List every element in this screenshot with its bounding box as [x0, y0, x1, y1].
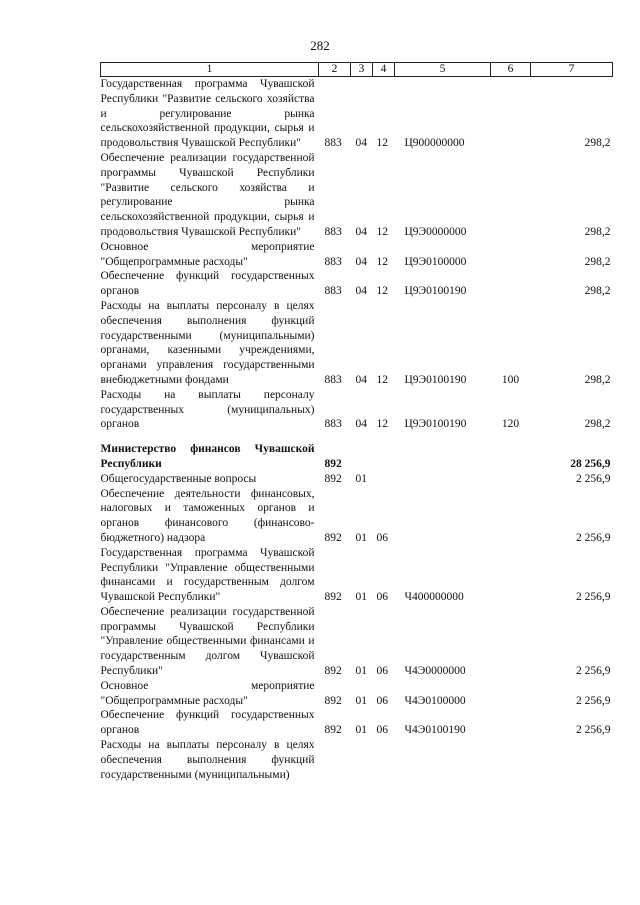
row-target-article: Ц900000000 [404, 137, 465, 150]
row-admin-code: 892 [324, 591, 342, 604]
header-col-6: 6 [491, 63, 531, 77]
row-subsection: 06 [376, 724, 388, 737]
row-expense-type: 120 [501, 418, 520, 431]
table-row [101, 240, 613, 270]
table-row [101, 472, 613, 487]
row-section: 01 [355, 531, 367, 544]
row-expense-type [491, 738, 531, 782]
budget-table [100, 62, 613, 782]
row-amount: 28 256,9 [570, 457, 611, 470]
row-subsection [373, 738, 395, 782]
row-name: Обеспечение деятельности финансовых, налоговых и таможенных органов и органов финансового (финансово-бюджетного) надзора [100, 487, 315, 544]
row-amount: 2 256,9 [576, 694, 611, 707]
row-expense-type [491, 605, 531, 679]
table-row [101, 299, 613, 388]
row-expense-type [491, 546, 531, 605]
header-col-7: 7 [531, 63, 613, 77]
row-subsection: 12 [376, 373, 388, 386]
row-subsection [373, 472, 395, 487]
row-subsection: 12 [376, 225, 388, 238]
row-expense-type [491, 77, 531, 151]
row-amount: 2 256,9 [576, 472, 611, 485]
page-number: 282 [310, 38, 330, 53]
table-row [101, 388, 613, 432]
row-admin-code: 892 [324, 665, 342, 678]
row-subsection: 06 [376, 531, 388, 544]
row-expense-type [491, 442, 531, 472]
row-target-article [395, 738, 491, 782]
row-section: 01 [355, 694, 367, 707]
row-name: Государственная программа Чувашской Республики "Развитие сельского хозяйства и регулирование рынка сельскохозяйственной продукции, сырья и продовольствия Чувашской Республики" [100, 78, 315, 150]
row-subsection: 12 [376, 137, 388, 150]
row-expense-type [491, 151, 531, 240]
row-subsection: 12 [376, 255, 388, 268]
row-expense-type [491, 472, 531, 487]
row-expense-type: 100 [501, 373, 520, 386]
row-target-article: Ч4Э0100190 [404, 724, 466, 737]
row-subsection [373, 442, 395, 472]
row-name: Общегосударственные вопросы [100, 472, 257, 485]
row-expense-type [491, 487, 531, 546]
table-header-row [101, 63, 613, 77]
table-row [101, 269, 613, 299]
table-row [101, 77, 613, 151]
row-section: 01 [355, 665, 367, 678]
row-name: Министерство финансов Чувашской Республики [100, 443, 315, 470]
row-target-article [395, 442, 491, 472]
row-name: Обеспечение реализации государственной программы Чувашской Республики "Развитие сельского хозяйства и регулирование рынка сельскохозяйственной продукции, сырья и продовольствия Чувашской Республики" [100, 151, 315, 238]
header-col-3: 3 [351, 63, 373, 77]
row-amount: 2 256,9 [576, 531, 611, 544]
row-target-article: Ц9Э0100190 [404, 418, 467, 431]
header-col-4: 4 [373, 63, 395, 77]
row-expense-type [491, 708, 531, 738]
row-expense-type [491, 269, 531, 299]
header-col-1: 1 [101, 63, 319, 77]
row-expense-type [491, 240, 531, 270]
row-name: Основное мероприятие "Общепрограммные расходы" [100, 240, 315, 268]
row-section: 04 [355, 255, 367, 268]
row-admin-code: 892 [324, 472, 342, 485]
row-name: Основное мероприятие "Общепрограммные расходы" [100, 679, 315, 707]
row-section [351, 442, 373, 472]
row-section: 04 [355, 285, 367, 298]
row-admin-code: 892 [324, 724, 342, 737]
row-section: 04 [355, 418, 367, 431]
row-admin-code: 883 [324, 285, 342, 298]
row-amount: 2 256,9 [576, 724, 611, 737]
row-amount: 298,2 [584, 418, 611, 431]
row-admin-code: 892 [324, 531, 342, 544]
row-admin-code [319, 738, 351, 782]
row-section [351, 738, 373, 782]
row-name: Обеспечение функций государственных органов [100, 270, 315, 298]
row-name: Расходы на выплаты персоналу в целях обеспечения выполнения функций государственными (муниципальными) органами, казенными учреждениями, органами управления государственными внебюджетными фондами [100, 299, 315, 386]
row-amount: 298,2 [584, 225, 611, 238]
row-amount: 2 256,9 [576, 665, 611, 678]
row-target-article: Ч4Э0000000 [404, 665, 466, 678]
table-row [101, 151, 613, 240]
row-section: 04 [355, 373, 367, 386]
table-row [101, 738, 613, 782]
header-col-2: 2 [319, 63, 351, 77]
row-admin-code: 883 [324, 373, 342, 386]
row-section: 04 [355, 137, 367, 150]
row-target-article: Ч400000000 [404, 591, 464, 604]
row-subsection: 06 [376, 665, 388, 678]
table-row [101, 487, 613, 546]
row-name: Расходы на выплаты персоналу государственных (муниципальных) органов [100, 388, 315, 431]
row-target-article: Ц9Э0100190 [404, 373, 467, 386]
row-amount: 298,2 [584, 373, 611, 386]
table-row [101, 605, 613, 679]
row-target-article: Ц9Э0000000 [404, 225, 467, 238]
row-admin-code: 883 [324, 418, 342, 431]
row-subsection: 06 [376, 591, 388, 604]
row-section: 01 [355, 724, 367, 737]
row-admin-code: 892 [324, 457, 342, 470]
row-expense-type [491, 679, 531, 709]
row-subsection: 06 [376, 694, 388, 707]
row-amount: 298,2 [584, 255, 611, 268]
row-amount: 298,2 [584, 285, 611, 298]
row-name: Обеспечение реализации государственной программы Чувашской Республики "Управление общественными финансами и государственным долгом Чувашской Республики" [100, 605, 315, 678]
row-admin-code: 883 [324, 137, 342, 150]
row-name: Государственная программа Чувашской Республики "Управление общественными финансами и государственным долгом Чувашской Республики" [100, 546, 315, 604]
row-section: 04 [355, 225, 367, 238]
row-subsection: 12 [376, 418, 388, 431]
row-name: Расходы на выплаты персоналу в целях обеспечения выполнения функций государственными (муниципальными) [100, 739, 315, 781]
table-spacer-row [101, 432, 613, 442]
header-col-5: 5 [395, 63, 491, 77]
row-target-article [395, 472, 491, 487]
spacer-cell [101, 432, 613, 442]
row-amount: 2 256,9 [576, 591, 611, 604]
row-section: 01 [355, 591, 367, 604]
row-admin-code: 883 [324, 225, 342, 238]
row-admin-code: 883 [324, 255, 342, 268]
table-row [101, 679, 613, 709]
row-target-article: Ц9Э0100000 [404, 255, 467, 268]
row-amount [531, 738, 613, 782]
row-target-article: Ц9Э0100190 [404, 285, 467, 298]
row-target-article: Ч4Э0100000 [404, 694, 466, 707]
row-amount: 298,2 [584, 137, 611, 150]
row-target-article [395, 487, 491, 546]
table-row [101, 546, 613, 605]
table-row [101, 442, 613, 472]
row-section: 01 [355, 472, 367, 485]
row-admin-code: 892 [324, 694, 342, 707]
table-row [101, 708, 613, 738]
row-name: Обеспечение функций государственных органов [100, 709, 315, 737]
row-subsection: 12 [376, 285, 388, 298]
